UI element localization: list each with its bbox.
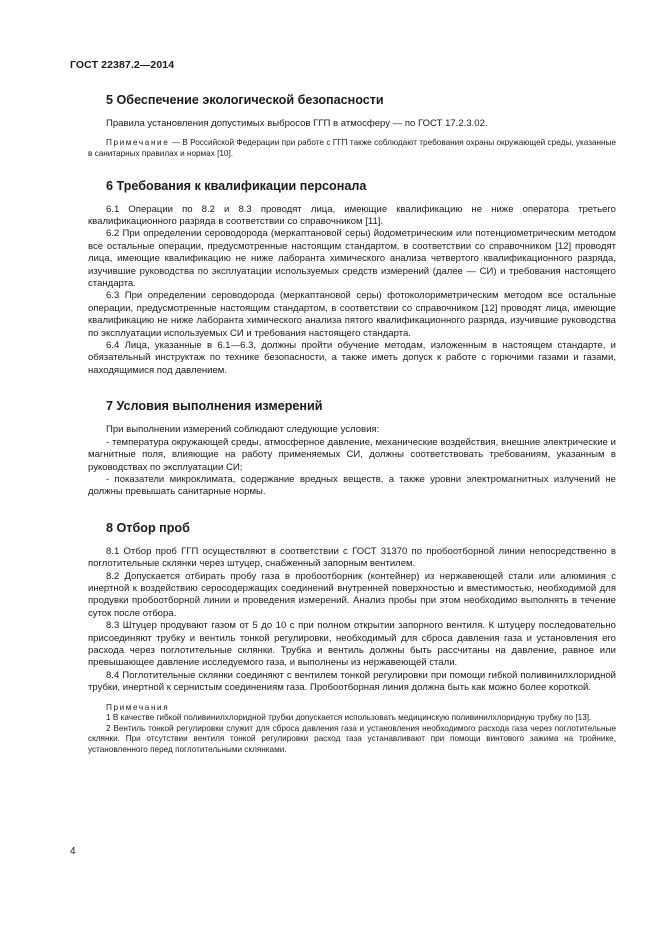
page-content [88,92,616,756]
paragraph-8-3: 8.3 Штуцер продувают газом от 5 до 10 с при полном открытии запорного вентиля. К штуцеру последовательно присоединяют трубку и вентиль тонкой регулировки, необходимый для сброса давления газа и установления его расхода через поглотительные склянки. Трубка и вентиль должны быть рассчитаны на давление, равное или превышающее давление исследуемого газа, и выполнены из нержавеющей стали. [88,620,616,669]
page-number: 4 [70,846,76,857]
paragraph-8-2: 8.2 Допускается отбирать пробу газа в пробоотборник (контейнер) из нержавеющей стали или алюминия с инертной к воздействию серосодержащих соединений внутренней поверхностью и вместимостью, необходимой для продувки пробоотборной линии и проведения измерений. Анализ пробы при этом необходимо выполнять в течение суток после отбора. [88,570,616,619]
section-6-title: 6 Требования к квалификации персонала [106,178,367,193]
section-5-paragraph: Правила установления допустимых выбросов ГГП в атмосферу — по ГОСТ 17.2.3.02. [106,118,488,129]
section-5-title: 5 Обеспечение экологической безопасности [106,93,384,107]
paragraph-7-intro: При выполнении измерений соблюдают следующие условия: [106,424,380,436]
section-7-title: 7 Условия выполнения измерений [106,399,323,414]
paragraph-8-4: 8.4 Поглотительные склянки соединяют с вентилем тонкой регулировки при помощи гибкой поливинилхлоридной трубки, инертной к сернистым соединениям газа. Пробоотборная линия должна быть как можно более короткой. [88,669,616,694]
paragraph-6-1: 6.1 Операции по 8.2 и 8.3 проводят лица, имеющие квалификацию не ниже оператора третьего квалификационного разряда в соответствии со справочником [11]. [88,203,616,227]
section-8-title: 8 Отбор проб [106,520,190,535]
section-8-note-1: 1 В качестве гибкой поливинилхлоридной трубки допускается использовать медицинскую поливинилхлоридную трубку по [13]. [106,713,592,723]
paragraph-7-item-1: - температура окружающей среды, атмосферное давление, механические воздействия, внешние электрические и магнитные поля, влияющие на работу применяемых СИ, должны соответствовать требованиям, указанным в руководствах по эксплуатации СИ; [88,436,616,473]
section-5-note [88,138,616,159]
document-header: ГОСТ 22387.2—2014 [70,59,175,71]
paragraph-8-1: 8.1 Отбор проб ГГП осуществляют в соответствии с ГОСТ 31370 по пробоотборной линии непосредственно в поглотительные склянки через штуцер, снабженный запорным вентилем. [88,545,616,570]
paragraph-7-item-2: - показатели микроклимата, содержание вредных веществ, а также уровни электромагнитных излучений не должны превышать санитарные нормы. [88,473,616,498]
paragraph-6-2: 6.2 При определении сероводорода (меркаптановой серы) йодометрическим или потенциометрическим методом все остальные операции, предусмотренные настоящим стандартом, в соответствии со справочником [12] проводят лица, имеющие квалификацию не ниже лаборанта химического анализа четвертого квалификационного разряда, изучившие руководства по эксплуатации используемых средств измерений (далее — СИ) и требования настоящего стандарта. [88,228,616,290]
note-label: Примечание [106,138,170,148]
paragraph-6-3: 6.3 При определении сероводорода (меркаптановой серы) фотоколориметрическим методом все остальные операции, предусмотренные настоящим стандартом, в соответствии со справочником [12] проводят лица, имеющие квалификацию не ниже лаборанта химического анализа пятого квалификационного разряда, изучившие руководства по эксплуатации используемых СИ и требования настоящего стандарта. [88,290,616,339]
section-8-note-2: 2 Вентиль тонкой регулировки служит для сброса давления газа и установления необходимого расхода газа через поглотительные склянки. При отсутствии вентиля тонкой регулировки расход газа устанавливают при помощи винтового зажима на тройнике, установленного перед поглотительными склянками. [88,723,616,754]
section-8-notes-label: Примечания [106,702,170,712]
paragraph-6-4: 6.4 Лица, указанные в 6.1—6.3, должны пройти обучение методам, изложенным в настоящем стандарте, и обязательный инструктаж по технике безопасности, а также иметь допуск к работе с горючими газами и газами, находящимися под давлением. [88,340,616,376]
note-text: — В Российской Федерации при работе с ГГП также соблюдают требования охраны окружающей среды, указанные в санитарных правилах и нормах [10]. [88,138,616,158]
